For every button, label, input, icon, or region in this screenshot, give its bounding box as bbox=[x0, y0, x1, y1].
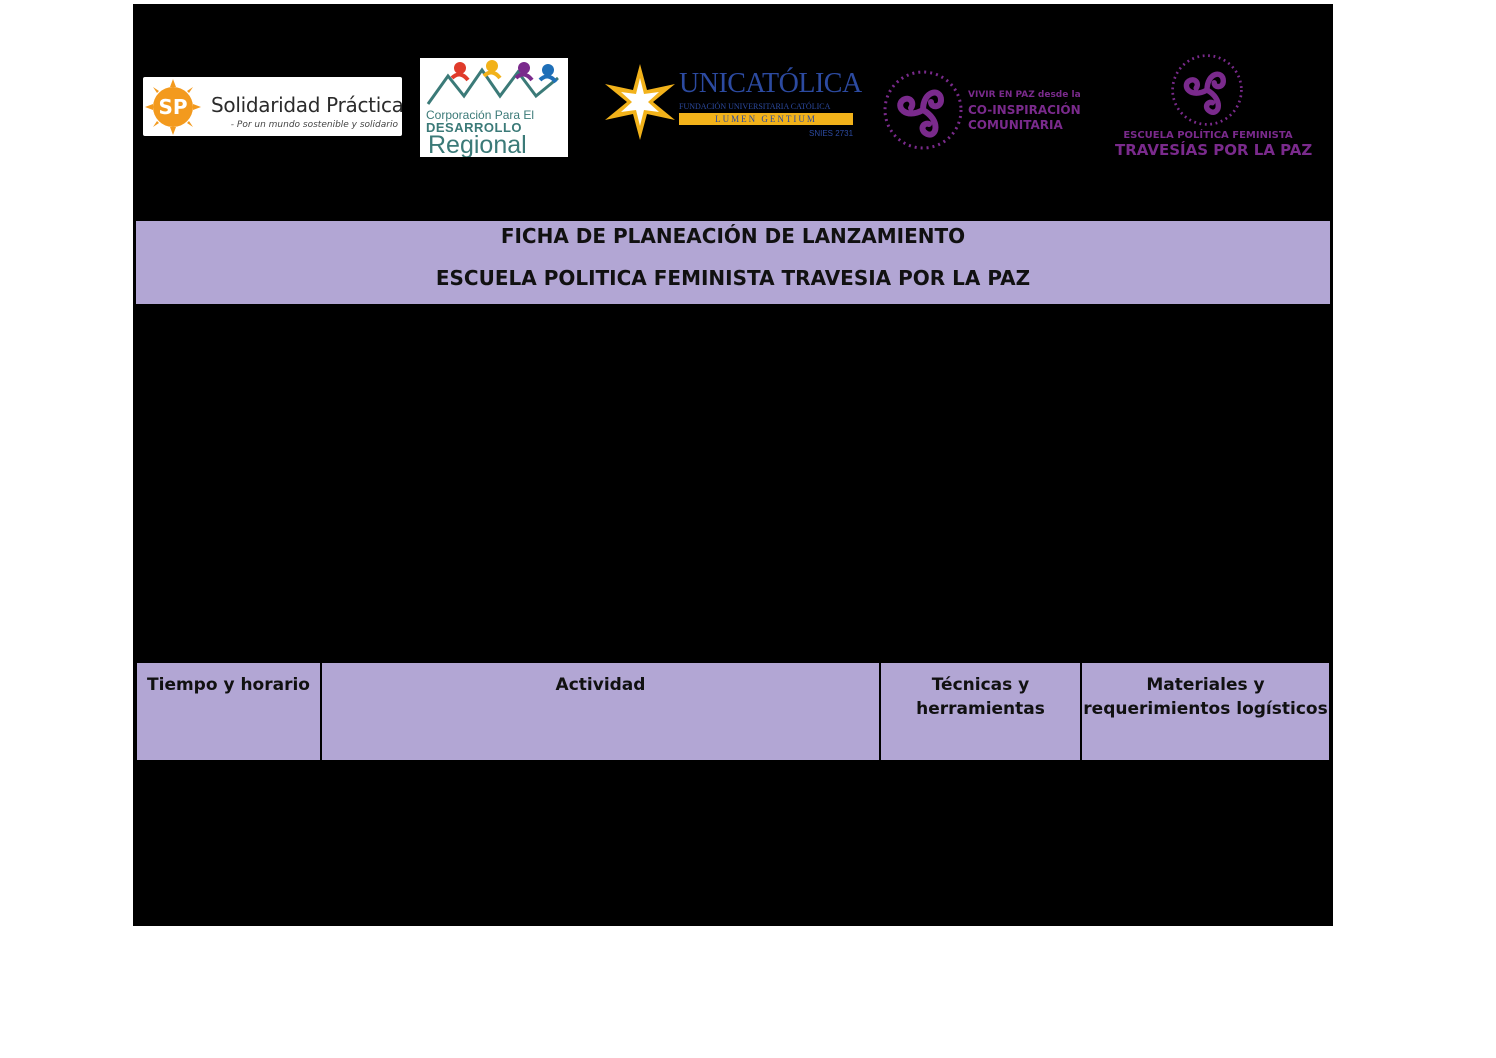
solidaridad-practica-logo bbox=[143, 77, 402, 136]
vivir-en-paz-logo bbox=[881, 68, 1093, 152]
escuela-politica-feminista-logo bbox=[1113, 52, 1313, 162]
document-title: FICHA DE PLANEACIÓN DE LANZAMIENTO bbox=[500, 224, 966, 248]
corporacion-line2: DESARROLLO bbox=[426, 120, 522, 135]
vivir-line1: VIVIR EN PAZ desde la bbox=[968, 90, 1081, 100]
unicatolica-motto: LUMEN GENTIUM bbox=[679, 113, 853, 125]
column-header-tecnicas: Técnicas y herramientas bbox=[880, 662, 1081, 761]
sp-mark: SP bbox=[158, 95, 188, 119]
star-icon bbox=[603, 64, 677, 140]
column-header-materiales: Materiales y requerimientos logísticos bbox=[1081, 662, 1330, 761]
corporacion-line1: Corporación Para El bbox=[426, 108, 535, 122]
vivir-line3: COMUNITARIA bbox=[968, 118, 1063, 132]
document-page bbox=[133, 4, 1333, 926]
sun-icon bbox=[145, 79, 201, 135]
vivir-line2: CO-INSPIRACIÓN bbox=[968, 103, 1081, 117]
escuela-line1: ESCUELA POLÍTICA FEMINISTA bbox=[1123, 130, 1293, 141]
solidaridad-tagline: - Por un mundo sostenible y solidario bbox=[230, 120, 398, 130]
triskelion-icon bbox=[1169, 52, 1245, 128]
column-header-actividad: Actividad bbox=[321, 662, 880, 761]
document-subtitle: ESCUELA POLITICA FEMINISTA TRAVESIA POR LA PAZ bbox=[435, 266, 1031, 290]
unicatolica-logo bbox=[603, 64, 862, 144]
triskelion-icon bbox=[881, 68, 965, 152]
corporacion-desarrollo-regional-logo bbox=[420, 58, 568, 157]
unicatolica-subtitle: FUNDACIÓN UNIVERSITARIA CATÓLICA bbox=[679, 102, 831, 111]
solidaridad-name: Solidaridad Práctica bbox=[211, 93, 404, 117]
unicatolica-name: UNICATÓLICA bbox=[679, 68, 862, 99]
document-title-box bbox=[135, 220, 1331, 305]
unicatolica-code: SNIES 2731 bbox=[809, 129, 854, 138]
planning-table-header bbox=[136, 662, 1330, 761]
mountains-people-icon bbox=[420, 58, 568, 108]
column-header-tiempo: Tiempo y horario bbox=[136, 662, 321, 761]
escuela-line2: TRAVESÍAS POR LA PAZ bbox=[1115, 141, 1313, 159]
corporacion-line3: Regional bbox=[428, 131, 527, 157]
